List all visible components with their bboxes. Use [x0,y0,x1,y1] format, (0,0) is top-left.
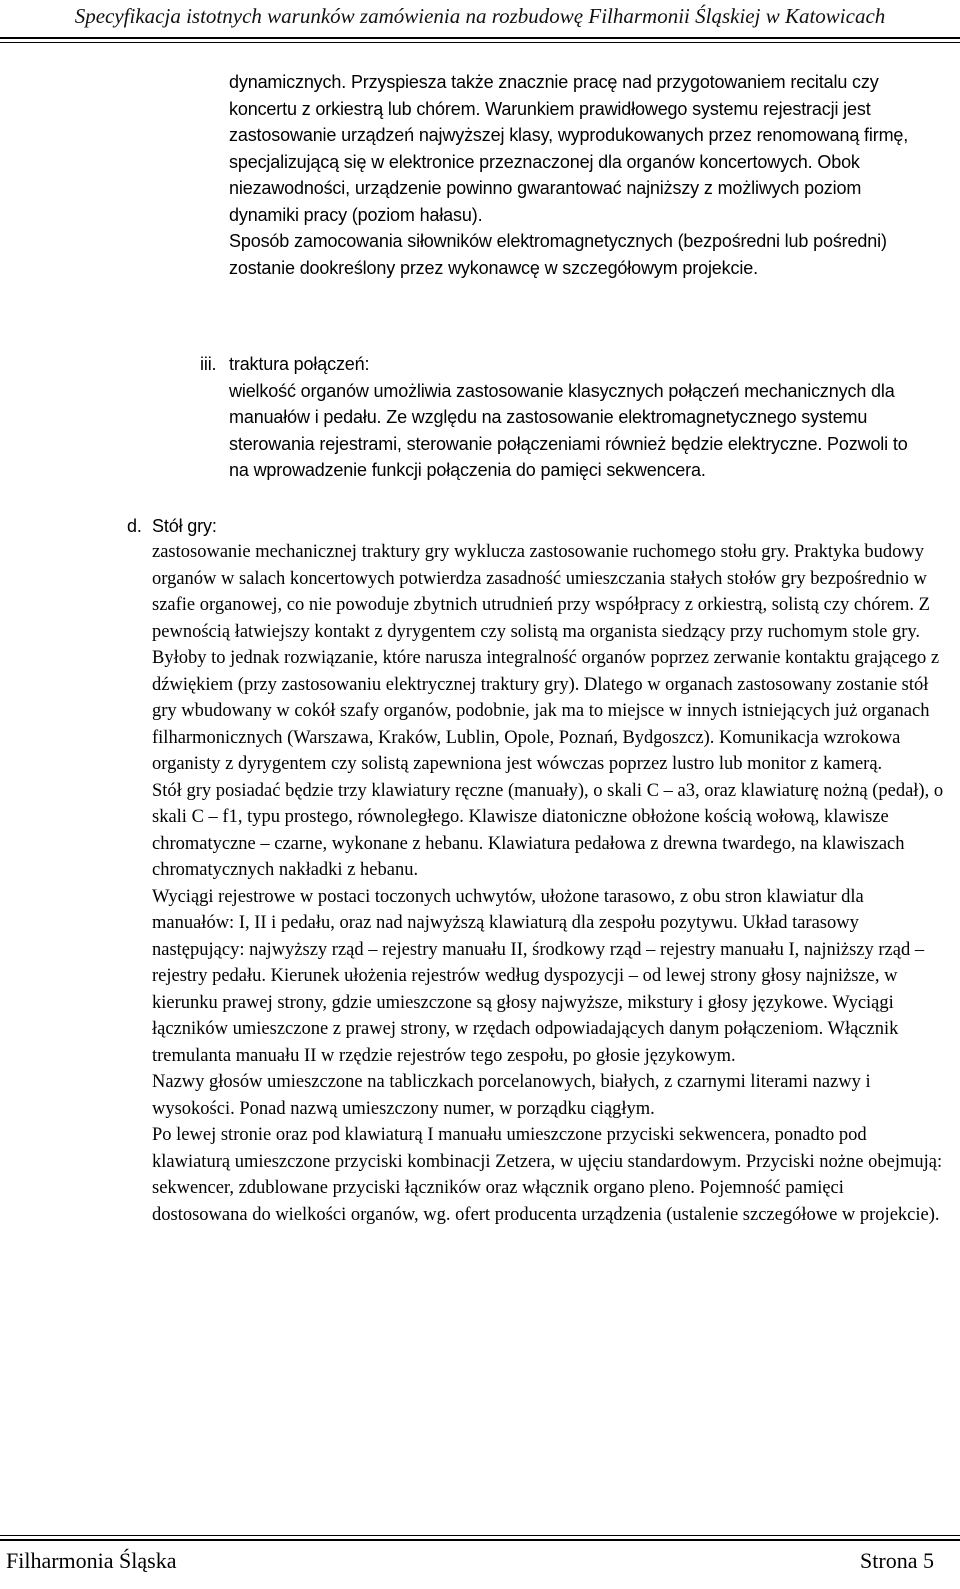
section-iii-body: wielkość organów umożliwia zastosowanie klasycznych połączeń mechanicznych dla manuałów i pedału. Ze względu na zastosowanie elektromagnetycznego systemu sterowania rejestrami, sterowanie połączeniami również będzie elektryczne. Pozwoli to na wprowadzenie funkcji połączenia do pamięci sekwencera. [229,380,908,480]
header-divider [0,37,960,39]
footer-page-number: Strona 5 [860,1548,934,1573]
section-iii [229,351,941,484]
footer-divider-thin [0,1535,960,1536]
list-marker-iii: iii. [200,354,217,374]
section-iii-title: traktura połączeń: [229,354,370,374]
section-d-body [152,539,944,1228]
paragraph-stop-knobs: Wyciągi rejestrowe w postaci toczonych uchwytów, ułożone tarasowo, z obu stron klawiatur dla manuałów: I, II i pedału, oraz nad najwyższą klawiaturą dla zespołu pozytywu. Układ tarasowy następujący: najwyższy rząd – rejestry manuału II, środkowy rząd – rejestry manuału I, najniższy rząd – rejestry pedału. Kierunek ułożenia rejestrów według dyspozycji – od lewej strony głosy najniższe, w kierunku prawej strony, gdzie umieszczone są głosy najwyższe, mikstury i głosy językowe. Wyciągi łączników umieszczone z prawej strony, w rzędach odpowiadających danym połączeniom. Włącznik tremulanta manuału II w rzędzie rejestrów tego zespołu, po głosie językowym. [152,886,925,1066]
paragraph-pistons: Po lewej stronie oraz pod klawiaturą I manuału umieszczone przyciski sekwencera, ponadto pod klawiaturą umieszczone przyciski kombinacji Zetzera, w ujęciu standardowym. Przyciski nożne obejmują: sekwencer, zdublowane przyciski łączników oraz włącznik organo pleno. Pojemność pamięci dostosowana do wielkości organów, wg. ofert producenta urządzenia (ustalenie szczegółowe w projekcie). [152,1125,943,1225]
footer-divider [0,1539,960,1541]
paragraph-keyboards: Stół gry posiadać będzie trzy klawiatury ręczne (manuały), o skali C – a3, oraz klawiaturę nożną (pedał), o skali C – f1, typu prostego, równoległego. Klawisze diatoniczne obłożone kością wołową, klawisze chromatyczne – czarne, wykonane z hebanu. Klawiatura pedałowa z drewna twardego, na klawiszach chromatycznych nakładki z hebanu. [152,780,944,880]
paragraph-registration: dynamicznych. Przyspiesza także znacznie pracę nad przygotowaniem recitalu czy koncertu z orkiestrą lub chórem. Warunkiem prawidłowego systemu rejestracji jest zastosowanie urządzeń najwyższej klasy, wyprodukowanych przez renomowaną firmę, specjalizującą się w elektronice przeznaczonej dla organów koncertowych. Obok niezawodności, urządzenie powinno gwarantować najniższy z możliwych poziom dynamiki pracy (poziom hałasu). [229,72,909,225]
header-divider-thin [0,42,960,43]
paragraph-console-placement: zastosowanie mechanicznej traktury gry wyklucza zastosowanie ruchomego stołu gry. Praktyka budowy organów w salach koncertowych potwierdza zasadność umieszczania stałych stołów gry bezpośrednio w szafie organowej, co nie powoduje zbytnich utrudnień przy współpracy z orkiestrą, solistą czy chórem. Z pewnością łatwiejszy kontakt z dyrygentem czy solistą ma organista siedzący przy ruchomym stole gry. Byłoby to jednak rozwiązanie, które narusza integralność organów poprzez zerwanie kontaktu grającego z dźwiękiem (przy zastosowaniu elektrycznej traktury gry). Dlatego w organach zastosowany zostanie stół gry wbudowany w cokół szafy organów, podobnie, jak ma to miejsce w innych istniejących już organach filharmonicznych (Warszawa, Kraków, Lublin, Opole, Poznań, Bydgoszcz). Komunikacja wzrokowa organisty z dyrygentem czy solistą zapewniona jest wówczas poprzez lustro lub monitor z kamerą. [152,542,940,774]
paragraph-actuators: Sposób zamocowania siłowników elektromagnetycznych (bezpośredni lub pośredni) zostanie dookreślony przez wykonawcę w szczegółowym projekcie. [229,231,887,278]
list-marker-d: d. [127,516,142,536]
footer-organization: Filharmonia Śląska [6,1548,177,1573]
section-ii-continued [229,69,941,281]
page-header-title: Specyfikacja istotnych warunków zamówienia na rozbudowę Filharmonii Śląskiej w Katowicach [74,4,886,28]
section-d-title: Stół gry: [152,516,217,536]
paragraph-stop-names: Nazwy głosów umieszczone na tabliczkach porcelanowych, białych, z czarnymi literami nazwy i wysokości. Ponad nazwą umieszczony numer, w porządku ciągłym. [152,1072,871,1119]
